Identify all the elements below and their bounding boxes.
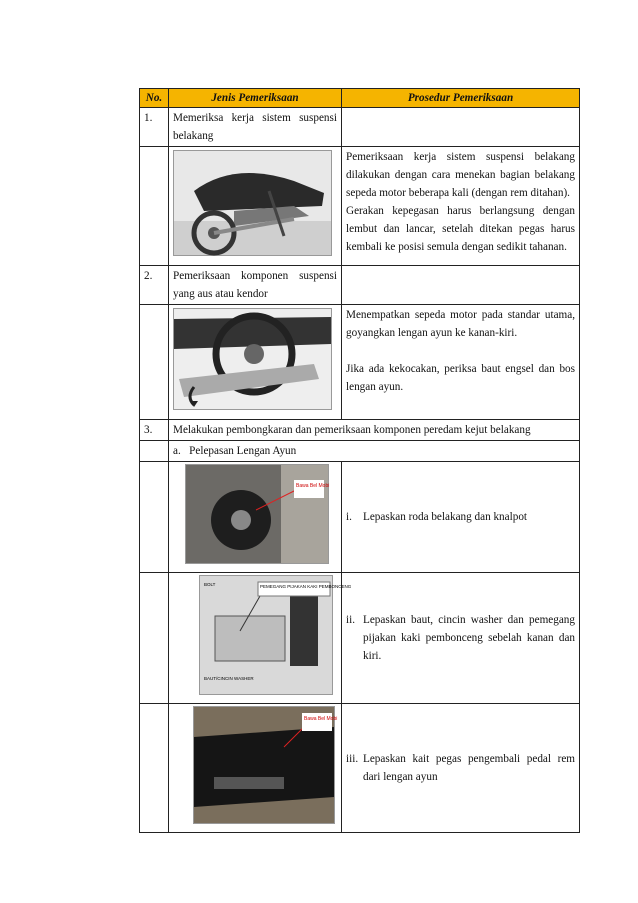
step-number: i. (346, 511, 352, 523)
step-text: Lepaskan baut, cincin washer dan pemegang pijakan kaki pembonceng sebelah kanan dan kiri. (363, 614, 575, 662)
step-text: Lepaskan kait pegas pengembali pedal rem dari lengan ayun (363, 753, 575, 783)
row-number: 3. (140, 420, 169, 441)
header-prosedur: Prosedur Pemeriksaan (342, 89, 580, 108)
step-number: ii. (346, 614, 356, 626)
jenis-cell: Memeriksa kerja sistem suspensi belakang (169, 108, 342, 147)
step-item (346, 611, 575, 665)
header-jenis: Jenis Pemeriksaan (169, 89, 342, 108)
jenis-cell: Melakukan pembongkaran dan pemeriksaan komponen peredam kejut belakang (169, 420, 580, 441)
table-row (140, 573, 580, 704)
table-row (140, 108, 580, 147)
row-number: 2. (140, 266, 169, 305)
step-item (346, 508, 575, 526)
step-text: Lepaskan roda belakang dan knalpot (363, 511, 528, 523)
jenis-cell: Pemeriksaan komponen suspensi yang aus atau kendor (169, 266, 342, 305)
table-row (140, 147, 580, 266)
photo-tag: BAUT/CINCIN WASHER (204, 676, 254, 681)
photo-tag: PEMEGANG PIJAKAN KAKI PEMBONCENG (260, 584, 352, 589)
procedure-text: Gerakan kepegasan harus berlangsung dengan lembut dan lancar, setelah ditekan pegas harus kembali ke posisi semula dengan sedikit tahanan. (346, 205, 575, 253)
table-row (140, 441, 580, 462)
row-number: 1. (140, 108, 169, 147)
rear-wheel-photo (185, 464, 329, 564)
table-row (140, 462, 580, 573)
table-row (140, 420, 580, 441)
procedure-text: Pemeriksaan kerja sistem suspensi belakang dilakukan dengan cara menekan bagian belakang sepeda motor beberapa kali (dengan rem ditahan). (346, 151, 575, 199)
photo-tag: Bawa Bel Mobi (304, 716, 338, 722)
procedure-text: Jika ada kekocakan, periksa baut engsel dan bos lengan ayun. (346, 363, 575, 393)
step-number: iii. (346, 753, 359, 765)
table-row (140, 704, 580, 833)
sub-heading: a. Pelepasan Lengan Ayun (169, 441, 580, 462)
photo-tag: Bawa Bel Mobi (296, 483, 330, 489)
brake-spring-photo (193, 706, 338, 824)
rear-suspension-photo (173, 150, 332, 256)
swing-arm-photo (173, 308, 332, 410)
table-row (140, 305, 580, 420)
photo-tag: BOLT (204, 582, 216, 587)
procedure-text: Menempatkan sepeda motor pada standar utama, goyangkan lengan ayun ke kanan-kiri. (346, 309, 575, 339)
step-item (346, 750, 575, 786)
table-row (140, 266, 580, 305)
header-no: No. (140, 89, 169, 108)
inspection-table (139, 88, 580, 833)
header-row (140, 89, 580, 108)
